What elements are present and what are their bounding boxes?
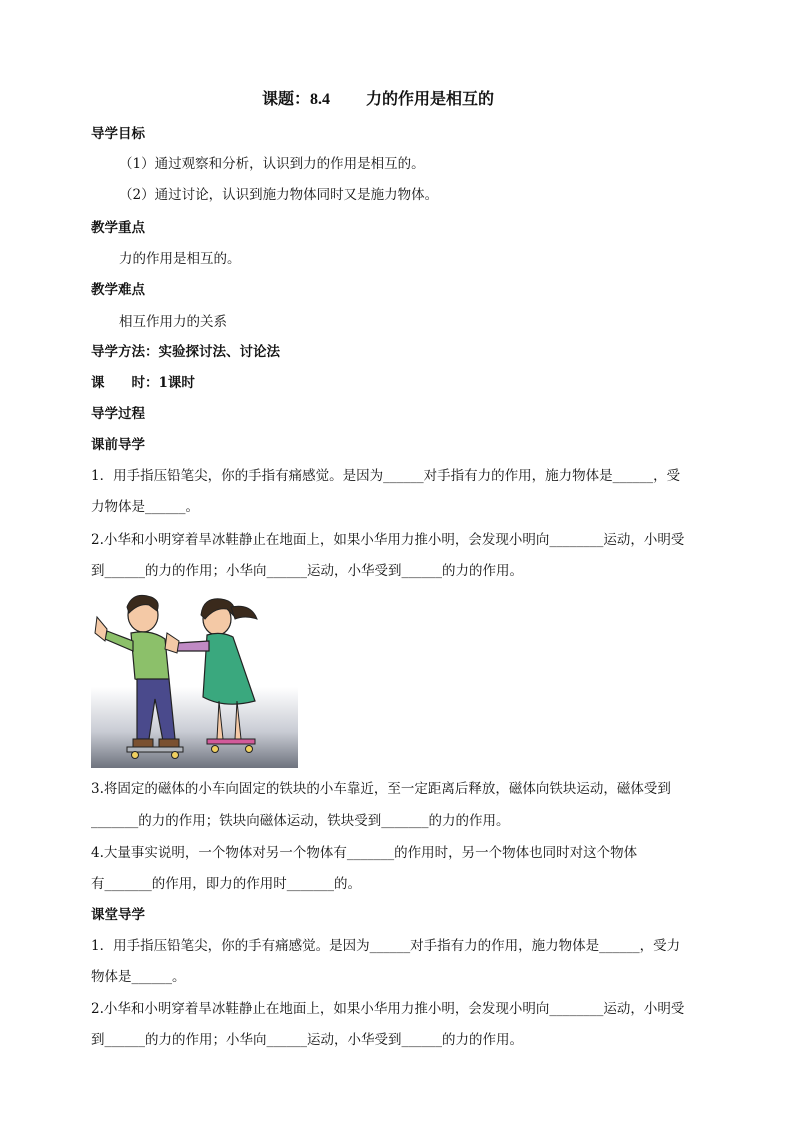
objectives-heading: 导学目标 [91,126,145,142]
title-prefix: 课题： [262,89,311,108]
page-title [262,86,494,109]
hours-value: 1课时 [158,375,195,391]
in-class-heading: 课堂导学 [91,907,145,923]
method-line: 导学方法：实验探讨法、讨论法 [91,344,280,360]
key-point-text: 力的作用是相互的。 [119,251,241,267]
title-number: 8.4 [310,91,331,108]
two-skaters-pushing-illustration [91,589,298,768]
objective-item-1: （1）通过观察和分析，认识到力的作用是相互的。 [119,156,425,172]
pre-q3-line1: 3.将固定的磁体的小车向固定的铁块的小车靠近，至一定距离后释放，磁体向铁块运动，磁体受到 [91,781,671,797]
in-q1-line1: 1．用手指压铅笔尖，你的手有痛感觉。是因为______对手指有力的作用，施力物体是______，受力 [91,938,681,954]
difficulty-text: 相互作用力的关系 [119,314,227,330]
pre-q1-line2: 力物体是______。 [91,499,199,515]
pre-q4-line1: 4.大量事实说明，一个物体对另一个物体有_______的作用时，另一个物体也同时对这个物体 [91,845,638,861]
pre-class-heading: 课前导学 [91,437,145,453]
objective-item-2: （2）通过讨论，认识到施力物体同时又是施力物体。 [119,187,439,203]
key-point-heading: 教学重点 [91,220,145,236]
in-q1-line2: 物体是______。 [91,969,186,985]
hours-label: 课 时： [91,375,159,391]
process-heading: 导学过程 [91,406,145,422]
pre-q2-line1: 2.小华和小明穿着旱冰鞋静止在地面上，如果小华用力推小明，会发现小明向________运动，小明受 [91,532,685,548]
title-text: 力的作用是相互的 [366,89,495,108]
pre-q2-line2: 到______的力的作用；小华向______运动，小华受到______的力的作用。 [91,563,523,579]
difficulty-heading: 教学难点 [91,282,145,298]
in-q2-line2: 到______的力的作用；小华向______运动，小华受到______的力的作用。 [91,1032,523,1048]
in-q2-line1: 2.小华和小明穿着旱冰鞋静止在地面上，如果小华用力推小明，会发现小明向________运动，小明受 [91,1001,685,1017]
pre-q3-line2: _______的力的作用；铁块向磁体运动，铁块受到_______的力的作用。 [91,813,510,829]
hours-line [91,373,195,393]
pre-q1-line1: 1．用手指压铅笔尖，你的手指有痛感觉。是因为______对手指有力的作用，施力物体是______，受 [91,468,681,484]
pre-q4-line2: 有_______的作用，即力的作用时_______的。 [91,876,361,892]
